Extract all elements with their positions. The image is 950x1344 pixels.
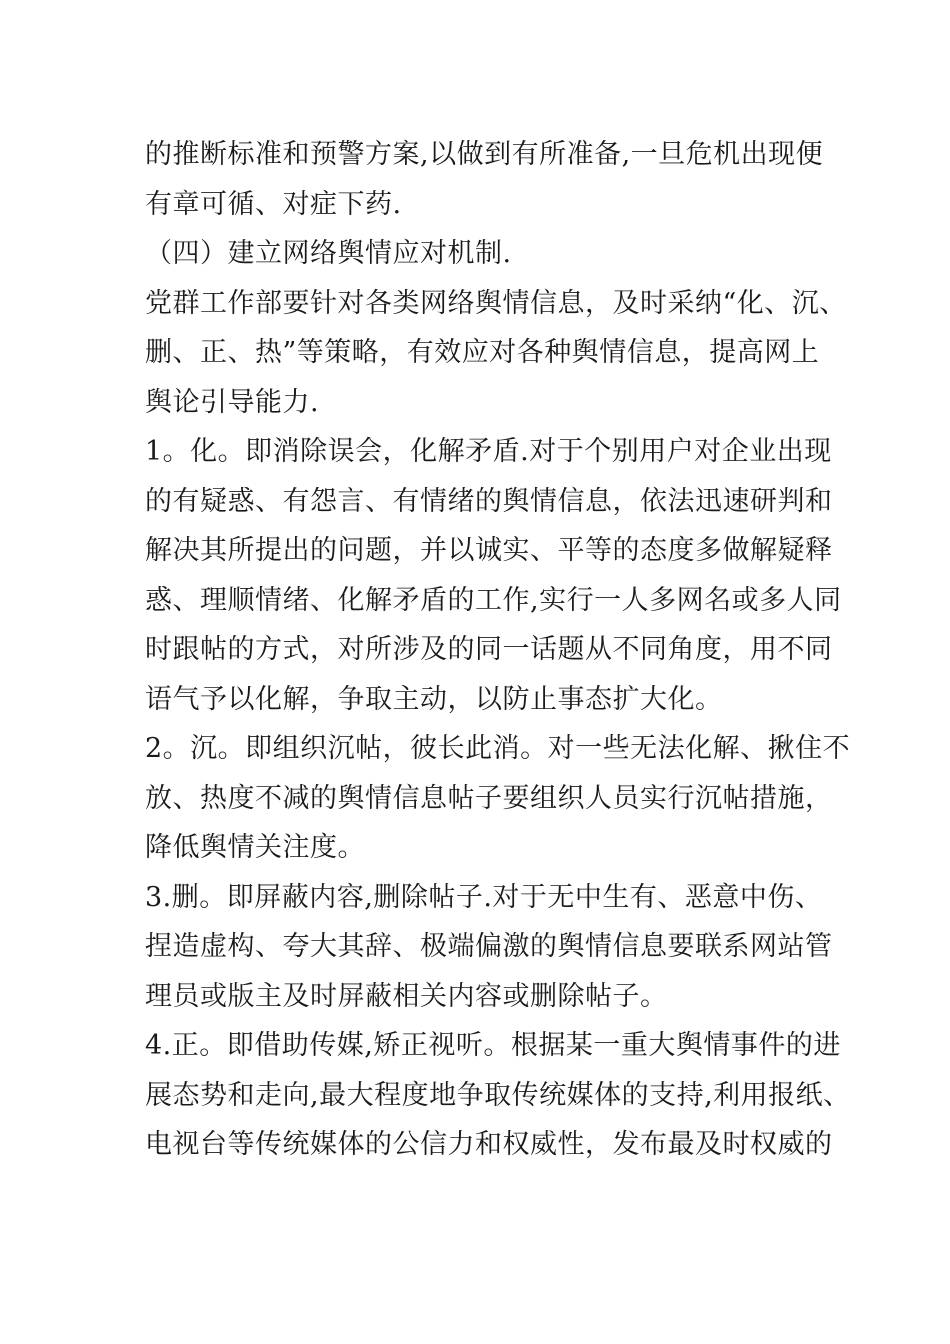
text-line: 放、热度不减的舆情信息帖子要组织人员实行沉帖措施， [145,782,833,814]
text-line: 3.删。即屏蔽内容,删除帖子.对于无中生有、恶意中伤、 [145,881,823,913]
text-line: 解决其所提出的问题，并以诚实、平等的态度多做解疑释 [145,535,833,566]
text-line: 的推断标准和预警方案,以做到有所准备,一旦危机出现便 [145,139,824,170]
text-line: 2。沉。即组织沉帖，彼长此消。对一些无法化解、揪住不 [145,733,851,764]
text-line: 时跟帖的方式，对所涉及的同一话题从不同角度，用不同 [145,634,833,665]
text-line: 展态势和走向,最大程度地争取传统媒体的支持,利用报纸、 [145,1079,851,1111]
text-line: 捏造虚构、夸大其辞、极端偏激的舆情信息要联系网站管 [145,931,833,962]
text-line: 惑、理顺情绪、化解矛盾的工作,实行一人多网名或多人同 [145,584,842,616]
text-line: 1。化。即消除误会，化解矛盾.对于个别用户对企业出现 [145,436,832,467]
text-line: 党群工作部要针对各类网络舆情信息，及时采纳“化、沉、 [145,287,847,319]
text-line: 的有疑惑、有怨言、有情绪的舆情信息，依法迅速研判和 [145,485,833,517]
text-line: 有章可循、对症下药. [145,188,402,220]
text-line: 删、正、热”等策略，有效应对各种舆情信息，提高网上 [145,337,820,368]
text-line: 理员或版主及时屏蔽相关内容或删除帖子。 [145,980,668,1012]
text-line: 降低舆情关注度。 [145,832,365,863]
text-line: 舆论引导能力. [145,386,320,418]
section-heading: （四）建立网络舆情应对机制. [145,238,512,269]
text-line: 电视台等传统媒体的公信力和权威性，发布最及时权威的 [145,1129,833,1160]
text-line: 语气予以化解，争取主动，以防止事态扩大化。 [145,683,723,715]
text-line: 4.正。即借助传媒,矫正视听。根据某一重大舆情事件的进 [145,1030,841,1061]
document-body [145,130,851,1170]
